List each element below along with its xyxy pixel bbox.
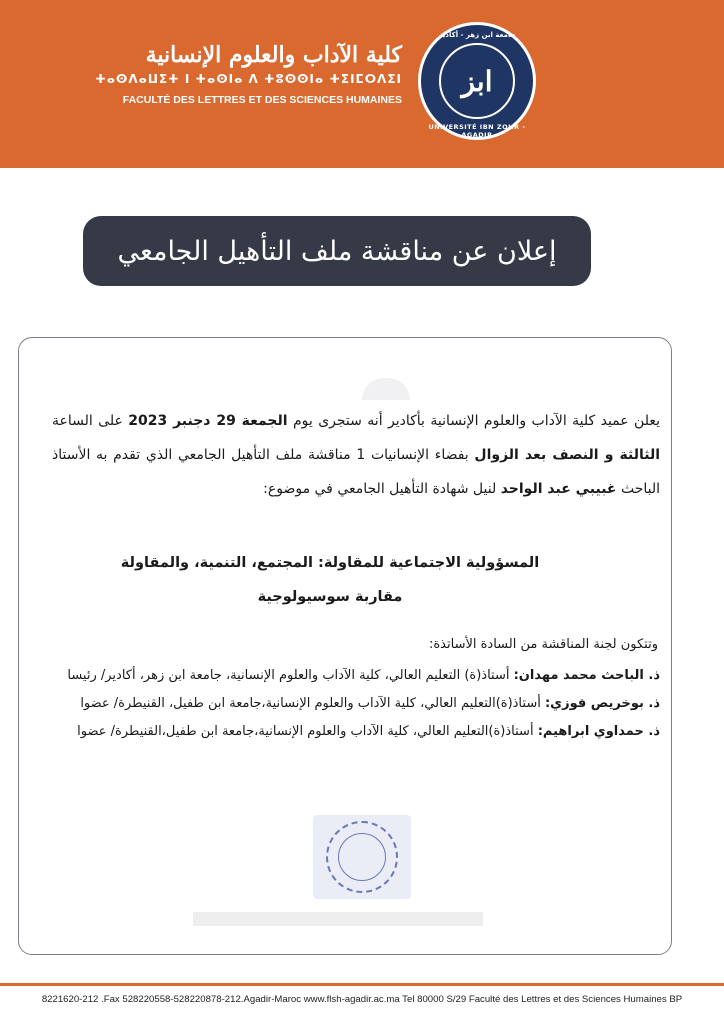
body-text-2: على الساعة	[52, 413, 129, 429]
faculty-name-arabic: كلية الآداب والعلوم الإنسانية	[145, 42, 402, 68]
footer-divider	[0, 983, 724, 986]
body-text-4: لنيل شهادة التأهيل الجامعي في موضوع:	[263, 481, 501, 497]
member-detail: أستاذ(ة)التعليم العالي، كلية الآداب والعلوم الإنسانية،جامعة ابن طفيل،القنيطرة/ عضوا	[77, 724, 538, 739]
faculty-name-french: FACULTÉ DES LETTRES ET DES SCIENCES HUMAINES	[122, 94, 402, 106]
card-decoration	[362, 378, 410, 400]
time-text: الثالثة و النصف بعد الزوال	[474, 447, 661, 463]
subject-line-1: المسؤولية الاجتماعية للمقاولة: المجتمع، التنمية، والمقاولة	[120, 555, 540, 571]
member-name: ذ. الباحث محمد مهدان:	[513, 668, 660, 683]
member-detail: أستاذ(ة) التعليم العالي، كلية الآداب والعلوم الإنسانية، جامعة ابن زهر، أكادير/ رئيسا	[67, 668, 514, 683]
announcement-title: إعلان عن مناقشة ملف التأهيل الجامعي	[83, 216, 591, 286]
stamp-ring	[326, 821, 398, 893]
header-banner	[0, 0, 724, 168]
announcement-body	[52, 404, 660, 506]
body-text-1: يعلن عميد كلية الآداب والعلوم الإنسانية بأكادير أنه ستجرى يوم	[287, 413, 660, 429]
committee-member	[22, 690, 660, 718]
committee-intro: وتتكون لجنة المناقشة من السادة الأساتذة:	[428, 637, 658, 652]
committee-member	[22, 718, 660, 746]
footer-contact: 8221620-212 .Fax 528220558-528220878-212.Agadir-Maroc www.flsh-agadir.ac.ma Tel 80000 S/29 Faculté des Lettres et des Sciences Humaines BP	[41, 994, 683, 1005]
university-logo	[418, 22, 536, 140]
committee-member	[22, 662, 660, 690]
subject-line-2: مقاربة سوسيولوجية	[257, 589, 403, 605]
thesis-subject	[100, 546, 560, 614]
member-detail: أستاذ(ة)التعليم العالي، كلية الآداب والعلوم الإنسانية،جامعة ابن طفيل، القنيطرة/ عضوا	[80, 696, 545, 711]
stamp-inner-ring	[338, 833, 386, 881]
official-stamp	[313, 815, 411, 899]
body-text-3: بفضاء الإنسانيات 1 مناقشة ملف التأهيل الجامعي الذي تقدم به الأستاذ الباحث	[52, 447, 660, 497]
faculty-name-tifinagh: ⵜⴰⵙⴷⴰⵡⵉⵜ ⵏ ⵜⴰⵙⵏⴰ ⴷ ⵜⵓⵙⵙⵏⴰ ⵜⵉⵏⵎⵔⴷⵉⵏ	[95, 72, 402, 86]
committee-members	[22, 662, 660, 746]
date-text: الجمعة 29 دجنبر 2023	[128, 413, 288, 429]
logo-mark: ابز	[439, 43, 515, 119]
signature-line	[193, 912, 483, 926]
candidate-name: غبيبي عبد الواحد	[500, 481, 617, 497]
member-name: ذ. حمداوي ابراهيم:	[537, 724, 660, 739]
member-name: ذ. بوخريص فوزي:	[544, 696, 660, 711]
logo-ring-top-text: جامعة ابن زهر - أكادير	[438, 31, 516, 39]
logo-ring-bottom-text: UNIVERSITÉ IBN ZOHR - AGADIR	[428, 123, 526, 139]
